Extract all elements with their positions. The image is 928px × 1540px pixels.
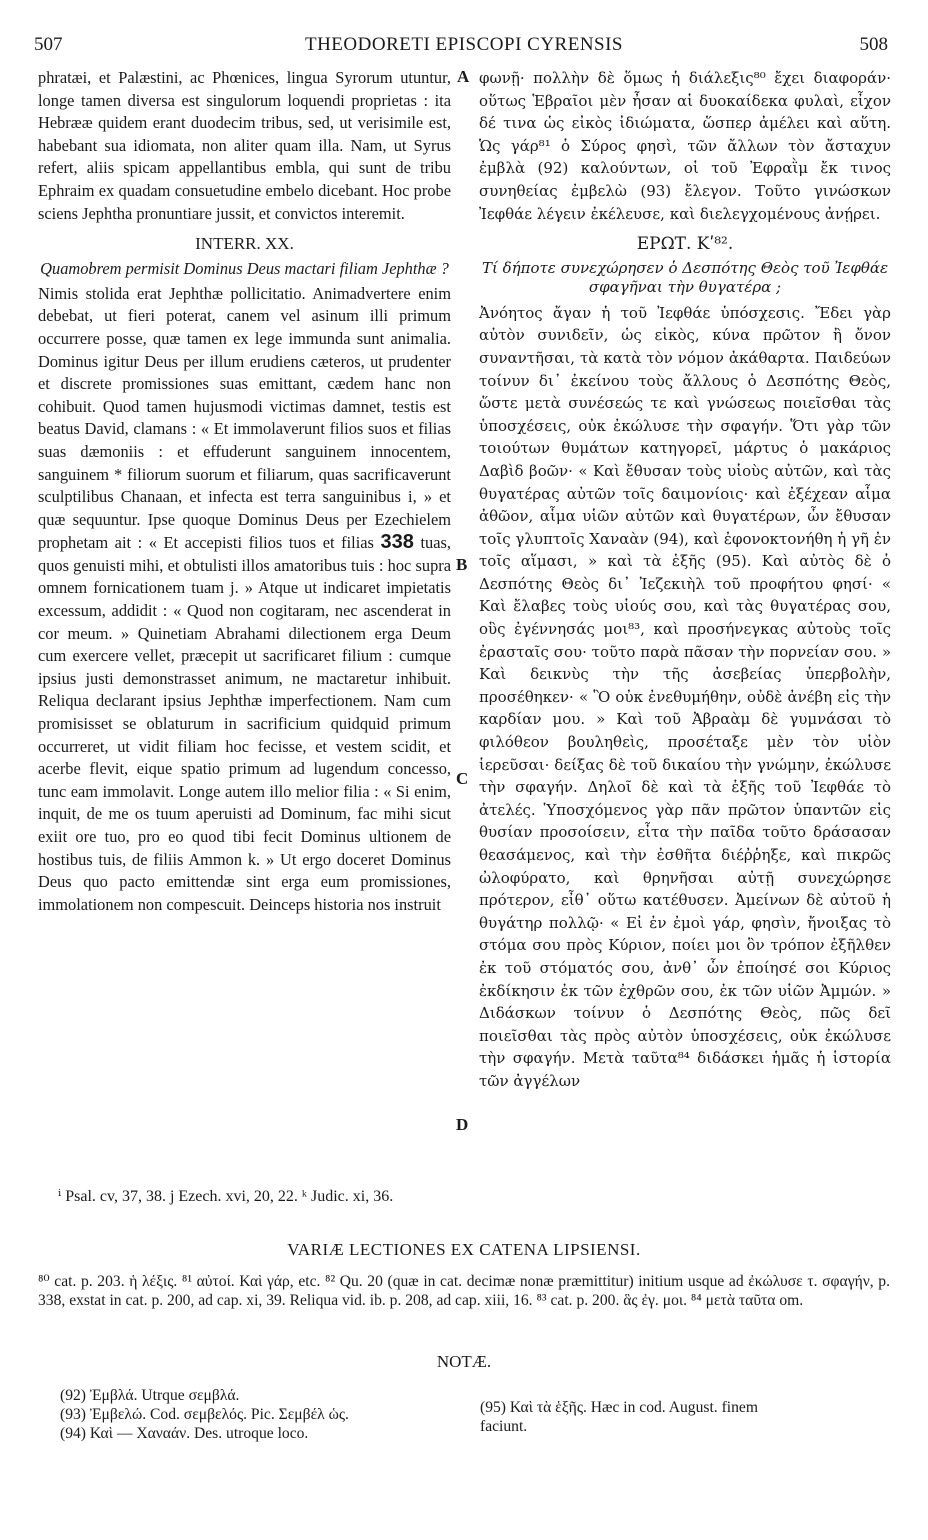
note-93: (93) Ἐμβελώ. Cod. σεμβελός. Pic. Σεμβέλ ὡς. <box>60 1406 349 1423</box>
greek-question: Τί δήποτε συνεχώρησεν ὁ Δεσπότης Θεὸς τοῦ Ἰεφθάε σφαγῆναι τὴν θυγατέρα ; <box>481 258 889 296</box>
running-header <box>0 34 928 58</box>
notae-right <box>480 1398 880 1436</box>
greek-heading: ΕΡΩΤ. Κʹ⁸². <box>636 234 734 255</box>
running-title: THEODORETI EPISCOPI CYRENSIS <box>304 34 624 55</box>
greek-column <box>479 67 891 1093</box>
latin-body-part-2: tuas, quos genuisti mihi, et obtulisti illos amatoribus tuis : hoc supra omnem fornicationem tuam j. » Atque ut indicaret impietatis excessum, addidit : « Quod non cogitaram, nec ascenderat in cor meum. » Quinetiam Abrahami dilectionem erga Deum cum exercere vellet, præcepit ut sacrificaret filium : cumque ipsius justi demonstrasset animum, ne mactaretur inhibuit. Reliqua declarant ipsius Jephthæ imperfectionem. Nam cum promisisset se oblaturum in sacrificium quidquid primum occurreret, ut vidit filiam hoc fecisse, et vestem scidit, et acerbe flevit, eique spatio primum ad lugendum concesso, tunc eam immolavit. Longe autem illo melior filia : « Si enim, inquit, de me os tuum aperuisti ad Dominum, fac mihi sicut exiit ore tuo, pro eo quod tibi fecit Dominus ultionem de hostibus tuis, de filiis Ammon k. » Ut ergo doceret Dominus Deus quo pacto emittendæ sint erga eum promissiones, immolationem non compescuit. Deinceps historia nos instruit <box>38 533 451 914</box>
latin-intro: phratæi, et Palæstini, ac Phœnices, lingua Syrorum utuntur, longe tamen diversa est singulorum loquendi proprietas : ita Hebrææ quidem erant duodecim tribus, sed, ut verisimile est, habebant sua idiomata, non aliter quam illa. Nam, ut Syrus refert, aliis spicam appellantibus embla, qui sunt de tribu Ephraim ex quadam consuetudine embelo dicebant. Hoc probe sciens Jephtha pronuntiare jussit, et convictos interemit. <box>38 68 451 223</box>
notae-left <box>60 1386 460 1443</box>
page-number-right: 508 <box>859 34 888 55</box>
latin-heading: INTERR. XX. <box>195 234 294 254</box>
variae-title: VARIÆ LECTIONES EX CATENA LIPSIENSI. <box>287 1240 641 1259</box>
latin-column <box>38 67 451 916</box>
variae-text: ⁸⁰ cat. p. 203. ἡ λέξις. ⁸¹ αὐτοί. Καὶ γάρ, etc. ⁸² Qu. 20 (quæ in cat. decimæ nonæ præmittitur) initium usque ad ἐκώλυσε τ. σφαγήν, p. 338, exstat in cat. p. 200, ad cap. xi, 39. Reliqua vid. ib. p. 208, ad cap. xiii, 16. ⁸³ cat. p. 200. ἃς ἐγ. μοι. ⁸⁴ μετὰ ταῦτα om. <box>38 1273 890 1309</box>
note-94: (94) Καὶ — Χαναάν. Des. utroque loco. <box>60 1425 309 1442</box>
greek-body: Ἀνόητος ἄγαν ἡ τοῦ Ἰεφθάε ὑπόσχεσις. Ἔδει γὰρ αὐτὸν συνιδεῖν, ὡς εἰκὸς, κύνα πρῶτον ἢ ὄνον συναντῆσαι, τὰ κατὰ τὸν νόμον ἀκάθαρτα. Παιδεύων τοίνυν δι᾽ ἐκείνου τοὺς ἄλλους ὁ Δεσπότης Θεὸς, ὥστε μετὰ συνέσεώς τε καὶ γνώσεως ποιεῖσθαι τὰς ὑποσχέσεις, οὐκ ἐκώλυσε τὴν σφαγήν. Ὅτι γὰρ τῶν τοιούτων θυμάτων κατηγορεῖ, μάρτυς ὁ μακάριος Δαβὶδ βοῶν· « Καὶ ἔθυσαν τοὺς υἱοὺς αὐτῶν, καὶ τὰς θυγατέρας αὐτῶν τοῖς δαιμονίοις· καὶ ἐξέχεαν αἷμα ἀθῶον, αἷμα υἱῶν αὐτῶν καὶ θυγατέρων, ὧν ἔθυσαν τοῖς γλυπτοῖς Χαναὰν (94), καὶ ἐφονοκτονήθη ἡ γῆ ἐν τοῖς αἵμασι, » καὶ τὰ ἑξῆς (95). Καὶ αὐτὸς δὲ ὁ Δεσπότης Θεὸς δι᾽ Ἰεζεκιὴλ τοῦ προφήτου φησί· « Καὶ ἔλαβες τοὺς υἱούς σου, καὶ τὰς θυγατέρας σου, οὓς ἐγέννησάς μοι⁸³, καὶ προσήνεγκας αὐτοὺς τοῖς ἐρασταῖς σου· τοῦτο παρὰ πᾶσαν τὴν πορνείαν σου. » Καὶ δεικνὺς τὴν τῆς ἀσεβείας ὑπερβολὴν, προσέθηκεν· « Ὃ οὐκ ἐνεθυμήθην, οὐδὲ ἀνέβη εἰς τὴν καρδίαν μου. » Καὶ τοῦ Ἀβραὰμ δὲ γυμνάσαι τὸ φιλόθεον βουληθεὶς, προσέταξε μὲν τὸν υἱὸν ἱερεῦσαι· δείξας δὲ τοῦ δικαίου τὴν γνώμην, ἐκώλυσε τὴν σφαγήν. Δηλοῖ δὲ καὶ τὰ ἑξῆς τοῦ Ἰεφθάε τὸ ἀτελές. Ὑποσχόμενος γὰρ πᾶν πρῶτον ὑπαντῶν εἰς θυσίαν προσοίσειν, εἶτα τὴν παῖδα τοῦτο δράσασαν θεασάμενος, καὶ τὴν ἐσθῆτα διέῤῥηξε, καὶ πικρῶς ὠλοφύρατο, καὶ θρηνῆσαι αὐτῇ συνεχώρησε πρότερον, εἶθ᾽ οὕτω κατέθυσεν. Ἀμείνων δὲ αὐτοῦ ἡ θυγάτηρ πολλῷ· « Εἰ ἐν ἐμοὶ γάρ, φησὶν, ἤνοιξας τὸ στόμα σου πρὸς Κύριον, ποίει μοι ὃν τρόπον ἐξῆλθεν ἐκ τοῦ στόματός σου, ἀνθ᾽ ὧν ἐποίησέ σοι Κύριος ἐκδίκησιν ἐκ τῶν ἐχθρῶν σου, ἐκ τῶν υἱῶν Ἀμμών. » Διδάσκων τοίνυν ὁ Δεσπότης Θεὸς, πῶς δεῖ ποιεῖσθαι τὰς πρὸς αὐτὸν ὑποσχέσεις, οὐκ ἐκώλυσε τὴν σφαγήν. Μετὰ ταῦτα⁸⁴ διδάσκει ἡμᾶς ἡ ἱστορία τῶν ἀγγέλων <box>479 303 891 1090</box>
margin-marker-a: A <box>457 67 470 86</box>
greek-intro: φωνῇ· πολλὴν δὲ ὅμως ἡ διάλεξις⁸⁰ ἔχει διαφοράν· οὕτως Ἑβραῖοι μὲν ἦσαν αἱ δυοκαίδεκα φυλαὶ, εἶχον δέ τινα ὡς εἰκὸς ἰδιώματα, ὥσπερ ἀμέλει καὶ αὕτη. Ὡς γάρ⁸¹ ὁ Σύρος φησὶ, τῶν ἄλλων τὸν ἄσταχυν ἐμβλὰ (92) καλούντων, οἱ τοῦ Ἐφραῒμ ἔκ τινος συνηθείας ἐμβελὼ (93) ἔλεγον. Τοῦτο γινώσκων Ἰεφθάε λέγειν ἐκέλευσε, καὶ διελεγχομένους ἀνῄρει. <box>479 69 891 223</box>
note-95: (95) Καὶ τὰ ἑξῆς. Hæc in cod. August. finem <box>480 1399 758 1416</box>
latin-question: Quamobrem permisit Dominus Deus mactari filiam Jephthæ ? <box>40 258 449 278</box>
inline-page-number: 338 <box>380 531 414 554</box>
margin-marker-b: B <box>456 555 468 574</box>
latin-body <box>38 283 451 917</box>
margin-marker-d: D <box>456 1115 469 1134</box>
note-92: (92) Ἐμβλά. Utrque σεμβλά. <box>60 1387 240 1404</box>
notae-title: NOTÆ. <box>436 1352 492 1371</box>
note-95-cont: faciunt. <box>480 1418 528 1435</box>
scripture-footnotes: ⁱ Psal. cv, 37, 38. j Ezech. xvi, 20, 22. ᵏ Judic. xi, 36. <box>58 1188 394 1205</box>
page-number-left: 507 <box>34 34 63 55</box>
margin-marker-c: C <box>456 769 469 788</box>
latin-body-part-1: Nimis stolida erat Jephthæ pollicitatio. Animadvertere enim debebat, ut fieri poterat, canem vel asinum illi primum occurrere posse, quæ tamen ex lege immunda sunt animalia. Dominus igitur Deus per illum erudiens cæteros, ut prudenter et discrete promissiones suas emittant, cædem hanc non cohibuit. Quod tamen hujusmodi victimas damnet, testis est beatus David, clamans : « Et immolaverunt filios suos et filias suas dæmoniis : et effuderunt sanguinem innocentem, sanguinem * filiorum suorum et filiarum, quas sacrificaverunt sculptilibus Chanaan, et infecta est terra sanguinibus i, » et quæ sequuntur. Ipse quoque Dominus Deus per Ezechielem prophetam ait : « Et accepisti filios tuos et filias <box>38 283 451 553</box>
